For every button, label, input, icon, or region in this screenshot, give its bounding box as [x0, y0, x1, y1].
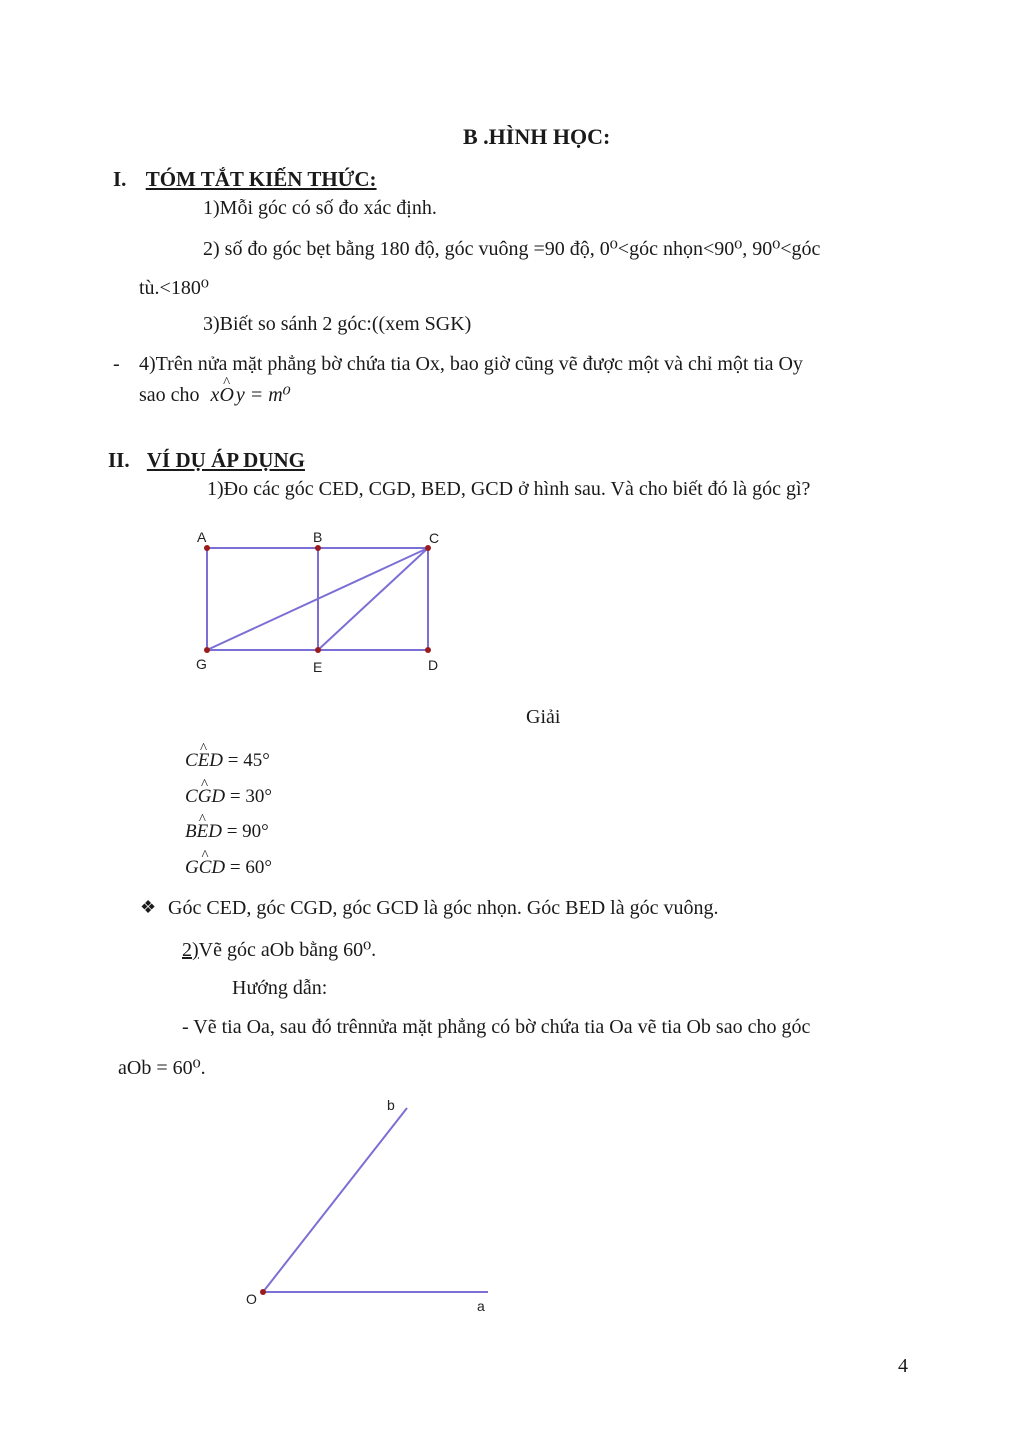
formula-x: x	[210, 384, 220, 406]
page-number: 4	[898, 1355, 908, 1377]
answer-angle-CED	[185, 750, 270, 772]
solution-heading: Giải	[526, 706, 561, 728]
point-E	[315, 647, 321, 653]
angle-formula	[211, 384, 291, 406]
point-G	[204, 647, 210, 653]
knowledge-item-2-line2: tù.<180⁰	[139, 277, 209, 299]
answer-3-start: B	[185, 821, 197, 842]
formula-rest: y = m⁰	[235, 384, 291, 406]
guide-line-2: aOb = 60⁰.	[118, 1057, 206, 1079]
label-E: E	[313, 659, 323, 675]
answer-4-start: G	[185, 857, 199, 878]
answer-1-start: C	[185, 750, 198, 771]
section-2-heading	[108, 448, 305, 473]
point-B	[315, 545, 321, 551]
knowledge-item-4-bullet: -	[113, 353, 120, 375]
segment-EC	[318, 548, 428, 650]
conclusion-text: Góc CED, góc CGD, góc GCD là góc nhọn. Góc BED là góc vuông.	[168, 897, 719, 919]
point-O	[260, 1289, 266, 1295]
answer-angle-CGD	[185, 786, 272, 808]
figure-2-angle-diagram	[230, 1090, 510, 1320]
conclusion-bullet: ❖	[140, 897, 157, 917]
example-2-line	[182, 937, 376, 962]
point-D	[425, 647, 431, 653]
label-O: O	[246, 1291, 257, 1307]
section-1-title: TÓM TẮT KIẾN THỨC:	[145, 167, 377, 191]
answer-4-value: = 60°	[229, 857, 272, 878]
label-B: B	[313, 529, 323, 545]
label-C: C	[429, 530, 440, 546]
figure-1-rectangle-diagram	[180, 522, 480, 682]
section-1-heading	[113, 167, 377, 192]
knowledge-item-4-line2	[139, 382, 291, 407]
answer-2-end: D	[211, 786, 226, 807]
example-1-question: 1)Đo các góc CED, CGD, BED, GCD ở hình sau. Và cho biết đó là góc gì?	[207, 478, 811, 500]
example-2-number: 2)	[182, 939, 199, 961]
guide-line-1: - Vẽ tia Oa, sau đó trênnửa mặt phẳng có bờ chứa tia Oa vẽ tia Ob sao cho góc	[182, 1016, 811, 1038]
label-D: D	[428, 657, 439, 673]
answer-1-value: = 45°	[227, 750, 270, 771]
answer-2-vertex: ^ G	[198, 786, 212, 808]
answer-angle-BED	[185, 821, 269, 843]
answer-angle-GCD	[185, 857, 272, 879]
knowledge-item-3: 3)Biết so sánh 2 góc:((xem SGK)	[203, 313, 472, 335]
answer-3-end: D	[208, 821, 222, 842]
example-2-text: Vẽ góc aOb bằng 60⁰.	[198, 939, 377, 961]
knowledge-item-4-line1: 4)Trên nửa mặt phẳng bờ chứa tia Ox, bao giờ cũng vẽ được một và chỉ một tia Oy	[139, 353, 803, 375]
answer-1-end: D	[209, 750, 224, 771]
answer-1-vertex: ^ E	[198, 750, 210, 772]
knowledge-item-4-prefix: sao cho	[139, 384, 200, 406]
point-A	[204, 545, 210, 551]
section-2-title: VÍ DỤ ÁP DỤNG	[146, 448, 305, 472]
label-G: G	[196, 656, 207, 672]
label-a: a	[477, 1298, 485, 1314]
section-2-number: II.	[108, 448, 130, 472]
knowledge-item-1: 1)Mỗi góc có số đo xác định.	[203, 197, 437, 219]
answer-2-value: = 30°	[229, 786, 272, 807]
answer-3-vertex: ^ E	[197, 821, 209, 843]
label-b: b	[387, 1097, 395, 1113]
guide-heading: Hướng dẫn:	[232, 977, 328, 999]
section-1-number: I.	[113, 167, 127, 191]
answer-3-value: = 90°	[226, 821, 269, 842]
label-A: A	[197, 529, 207, 545]
knowledge-item-2-line1: 2) số đo góc bẹt bằng 180 độ, góc vuông =90 độ, 0⁰<góc nhọn<90⁰, 90⁰<góc	[203, 238, 821, 260]
ray-Ob	[263, 1108, 407, 1292]
answer-4-vertex: ^ C	[199, 857, 212, 879]
formula-vertex: ^ O	[219, 384, 233, 407]
answer-4-end: D	[211, 857, 226, 878]
page-title: B .HÌNH HỌC:	[463, 124, 611, 149]
answer-2-start: C	[185, 786, 198, 807]
